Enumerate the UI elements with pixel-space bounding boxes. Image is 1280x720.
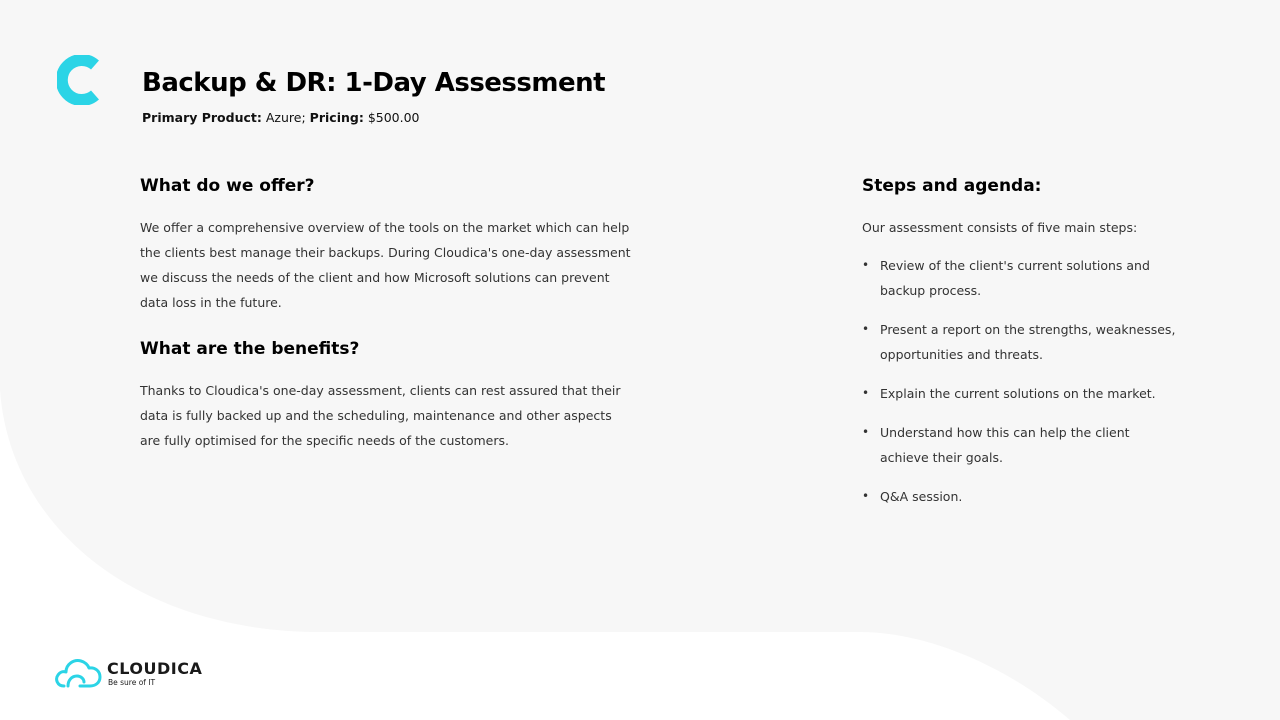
step-text: Q&A session. — [880, 489, 963, 504]
bullet-icon: • — [862, 489, 870, 503]
steps-list — [862, 253, 1182, 509]
step-item — [862, 484, 1182, 509]
benefits-paragraph: Thanks to Cloudica's one-day assessment, clients can rest assured that their data is fully backed up and the scheduling, maintenance and other aspects are fully optimised for the specific needs of the customers. — [140, 383, 621, 448]
step-text: Understand how this can help the client achieve their goals. — [880, 425, 1130, 465]
brand-name: CLOUDICA — [107, 658, 203, 678]
step-item — [862, 317, 1182, 367]
page-header — [142, 66, 605, 127]
offer-paragraph: We offer a comprehensive overview of the tools on the market which can help the clients best manage their backups. During Cloudica's one-day assessment we discuss the needs of the client and how Microsoft solutions can prevent data loss in the future. — [140, 220, 631, 310]
brand-tagline: Be sure of IT — [108, 677, 156, 687]
bullet-icon: • — [862, 386, 870, 400]
offer-heading: What do we offer? — [140, 176, 315, 196]
benefits-heading: What are the benefits? — [140, 339, 360, 359]
steps-intro: Our assessment consists of five main steps: — [862, 220, 1138, 235]
product-pricing-line — [142, 109, 605, 127]
cloud-logo-icon — [54, 656, 102, 690]
product-label: Primary Product: — [142, 110, 262, 125]
brand-text — [107, 660, 202, 687]
footer-brand-logo — [54, 656, 202, 690]
bullet-icon: • — [862, 258, 870, 272]
pricing-value: $500.00 — [367, 110, 420, 125]
right-column — [862, 172, 1182, 523]
step-item — [862, 253, 1182, 303]
step-text: Present a report on the strengths, weaknesses, opportunities and threats. — [880, 322, 1176, 362]
cloudica-c-logo-icon — [57, 55, 103, 105]
left-column — [140, 172, 635, 453]
step-text: Review of the client's current solutions and backup process. — [880, 258, 1150, 298]
bullet-icon: • — [862, 425, 870, 439]
page-title: Backup & DR: 1-Day Assessment — [142, 68, 606, 98]
bullet-icon: • — [862, 322, 870, 336]
product-value: Azure; — [265, 110, 306, 125]
steps-heading: Steps and agenda: — [862, 176, 1042, 196]
step-text: Explain the current solutions on the market. — [880, 386, 1156, 401]
step-item — [862, 420, 1182, 470]
pricing-label: Pricing: — [309, 110, 364, 125]
step-item — [862, 381, 1182, 406]
